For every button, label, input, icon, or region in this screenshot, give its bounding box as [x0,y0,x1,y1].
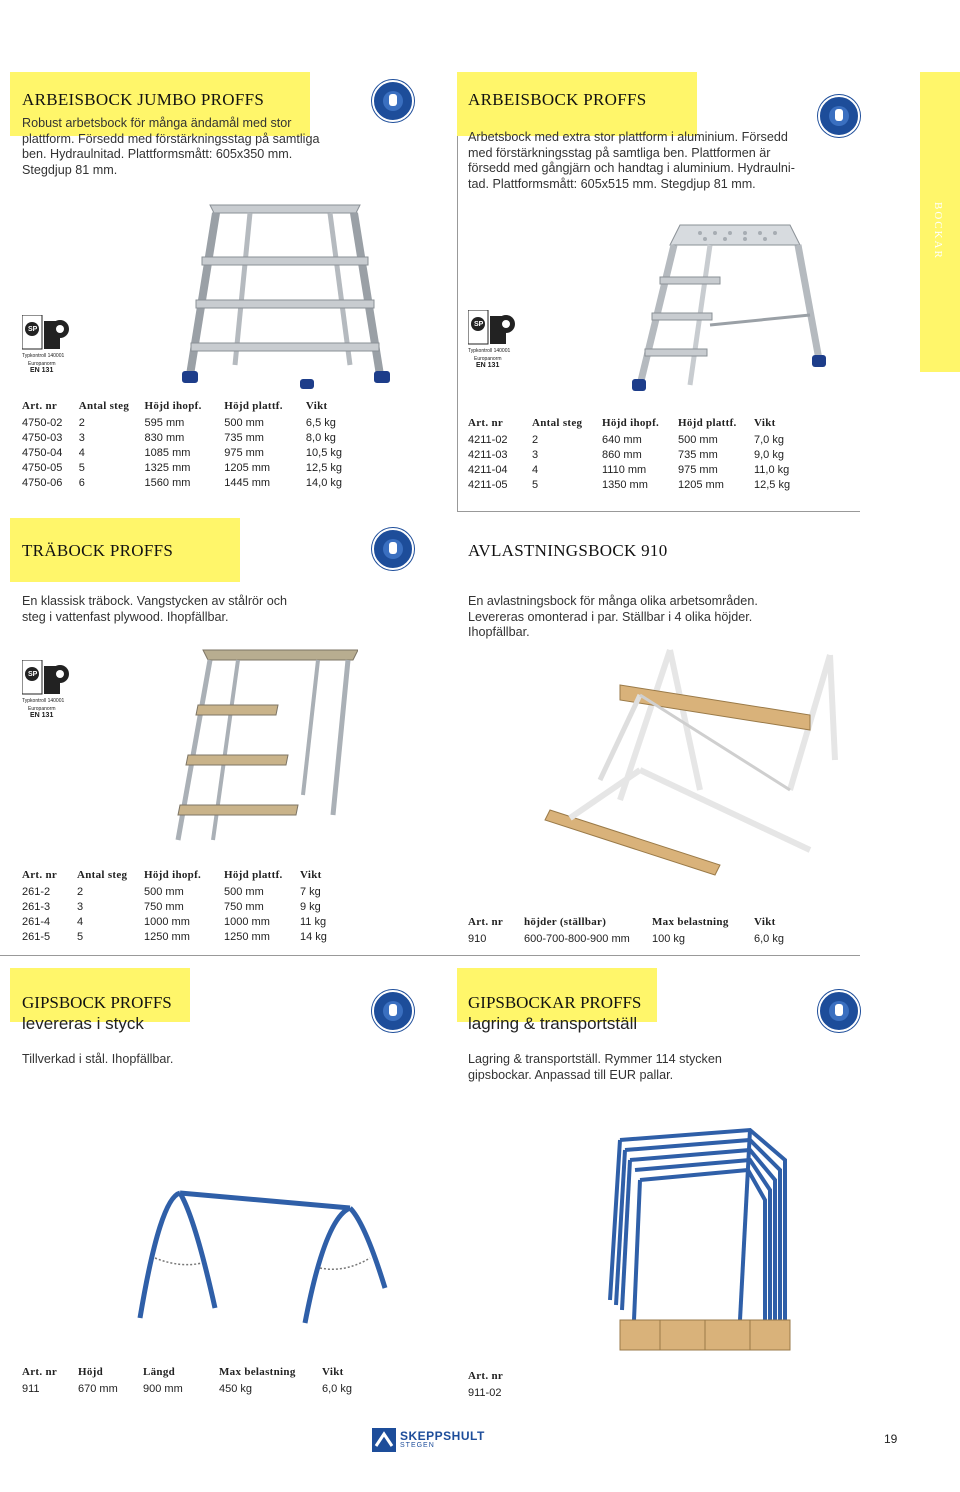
certification-mark [22,315,78,387]
product-title: GIPSBOCK PROFFS levereras i styck [22,993,172,1033]
cert-line3: EN 131 [476,362,500,369]
quality-badge-icon [818,95,860,137]
table-row: 4211-03 3 860 mm 735 mm 9,0 kg [468,448,784,461]
cert-line1: Typkontroll 140001 [468,348,511,354]
product-description: Robust arbetsbock för många ändamål med stor plattform. Försedd med förstärkningsstag på samtliga ben. Hydraulnitad. Plattformsmått: 605x350 mm. Stegdjup 81 mm. [22,116,320,177]
table-row: 261-2 2 500 mm 500 mm 7 kg [22,885,321,898]
cert-line1: Typkontroll 140001 [22,353,65,359]
table-row: 4750-03 3 830 mm 735 mm 8,0 kg [22,431,336,444]
table-row: 4211-04 4 1110 mm 975 mm 11,0 kg [468,463,790,476]
table-row: 4750-04 4 1085 mm 975 mm 10,5 kg [22,446,342,459]
table-row: 911-02 [468,1386,502,1399]
table-row: 4750-06 6 1560 mm 1445 mm 14,0 kg [22,476,342,489]
product-title: GIPSBOCKAR PROFFS lagring & transportställ [468,993,642,1033]
quality-badge-icon [372,528,414,570]
storage-rack-image [600,1120,800,1360]
row-divider-1 [457,511,860,512]
quality-badge-icon [372,990,414,1032]
row-divider-2 [0,955,860,956]
spec-table: Art. nr 911-02 [468,1370,568,1400]
page-number: 19 [884,1432,898,1446]
certification-mark [22,660,78,732]
spec-table: Art. nr Antal steg Höjd ihopf. Höjd plattf. Vikt 261-2 2 500 mm 500 mm 7 kg 261-3 3 750 mm 750 mm 9 kg 261-4 4 1000 mm 1000 mm 11 kg 261-5 5 1250 mm 1250 mm 14 kg [22,869,342,944]
certification-mark [468,310,524,382]
table-row: 910 600-700-800-900 mm 100 kg 6,0 kg [468,932,784,945]
table-row: 261-3 3 750 mm 750 mm 9 kg [22,900,321,913]
aluminium-step-stool-image [180,195,400,395]
cert-logo: SP [28,326,38,333]
cert-line3: EN 131 [30,367,54,374]
table-row: 261-4 4 1000 mm 1000 mm 11 kg [22,915,327,928]
trestle-image [540,640,840,880]
section-tab-label: BOCKAR [932,202,944,260]
spec-table: Art. nr Antal steg Höjd ihopf. Höjd plattf. Vikt 4750-02 2 595 mm 500 mm 6,5 kg 4750-03 3 830 mm 735 mm 8,0 kg 4750-04 4 1085 mm 975 mm 10,5 kg 4750-05 5 1325 mm 1205 mm 12,5 kg 4750-06 6 1560 mm 1445 mm 14,0 kg [22,400,342,489]
product-description: Arbetsbock med extra stor plattform i aluminium. Försedd med förstärkningsstag på samtliga ben. Plattformen är försedd med gångjärn och handtag i aluminium. Hydraulni- tad. Plattformsmått: 605x515 mm. Stegdjup 81 mm. [468,130,795,191]
section-tab [920,72,960,372]
spec-table: Art. nr höjder (ställbar) Max belastning Vikt 910 600-700-800-900 mm 100 kg 6,0 kg [468,916,798,946]
brand-mark-icon [372,1428,396,1452]
product-subtitle: lagring & transportställ [468,1014,638,1033]
quality-badge-icon [372,80,414,122]
product-subtitle: levereras i styck [22,1014,144,1033]
brand-logo [372,1428,502,1454]
product-title: ARBEISBOCK PROFFS [468,90,647,109]
table-row: 4211-02 2 640 mm 500 mm 7,0 kg [468,433,784,446]
product-description: Lagring & transportställ. Rymmer 114 stycken gipsbockar. Anpassad till EUR pallar. [468,1052,722,1082]
table-row: 911 670 mm 900 mm 450 kg 6,0 kg [22,1382,352,1395]
cert-line1: Typkontroll 140001 [22,698,65,704]
brand-subname: STEGEN [400,1442,435,1449]
product-title: AVLASTNINGSBOCK 910 [468,541,668,560]
table-row: 4211-05 5 1350 mm 1205 mm 12,5 kg [468,478,791,491]
table-row: 261-5 5 1250 mm 1250 mm 14 kg [22,930,327,943]
cert-line2: Europanorm [28,706,56,712]
product-title: ARBEISBOCK JUMBO PROFFS [22,90,265,109]
quality-badge-icon [818,990,860,1032]
product-title: TRÄBOCK PROFFS [22,541,174,560]
cert-line3: EN 131 [30,712,54,719]
aluminium-platform-stool-image [630,215,830,395]
table-row: 4750-02 2 595 mm 500 mm 6,5 kg [22,416,336,429]
cert-logo: SP [28,671,38,678]
spec-table: Art. nr Höjd Längd Max belastning Vikt 911 670 mm 900 mm 450 kg 6,0 kg [22,1366,362,1396]
column-divider-top [457,72,458,512]
wooden-step-stool-image [158,645,358,845]
cert-logo: SP [474,321,484,328]
plasterboard-trestle-image [120,1178,400,1328]
product-description: Tillverkad i stål. Ihopfällbar. [22,1052,174,1066]
brand-name: SKEPPSHULT [400,1429,485,1443]
product-description: En avlastningsbock för många olika arbetsområden. Levereras omonterad i par. Ställbar i 4 olika höjder. Ihopfällbar. [468,594,758,639]
table-row: 4750-05 5 1325 mm 1205 mm 12,5 kg [22,461,342,474]
cert-line2: Europanorm [474,356,502,362]
cert-line2: Europanorm [28,361,56,367]
product-description: En klassisk träbock. Vangstycken av stålrör och steg i vattenfast plywood. Ihopfällbar. [22,594,288,624]
spec-table: Art. nr Antal steg Höjd ihopf. Höjd plattf. Vikt 4211-02 2 640 mm 500 mm 7,0 kg 4211-03 3 860 mm 735 mm 9,0 kg 4211-04 4 1110 mm 975 mm 11,0 kg 4211-05 5 1350 mm 1205 mm 12,5 kg [468,417,798,492]
